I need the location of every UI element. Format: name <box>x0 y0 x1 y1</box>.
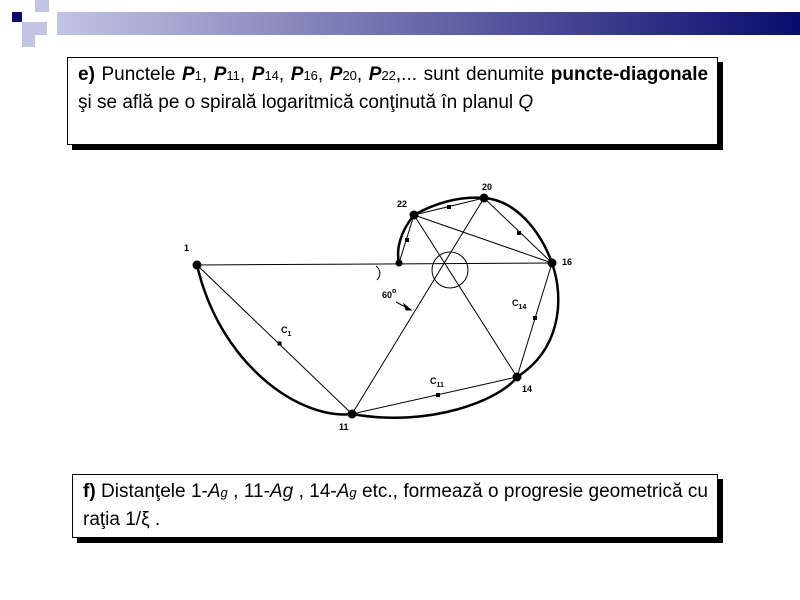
chord-1-11 <box>197 265 352 414</box>
point-16 <box>548 259 557 268</box>
statement-label: f) <box>83 481 96 502</box>
point-letter: P <box>329 64 343 85</box>
symbol-a: A <box>336 481 350 502</box>
point-letter: P <box>368 64 382 85</box>
diagonal-14-22 <box>414 215 517 377</box>
point-index: 22 <box>381 68 396 83</box>
point-spiral-end <box>396 260 403 267</box>
diagonal-22-16 <box>414 215 552 263</box>
point-letter: P <box>290 64 304 85</box>
point-1 <box>193 261 202 270</box>
chord-label-c1: $C_1$ <box>281 325 292 338</box>
term-diagonal-points: puncte-diagonale <box>550 64 709 85</box>
statement-text: Punctele <box>94 64 182 85</box>
point-11 <box>348 410 357 419</box>
statement-text: , 11- <box>227 481 270 502</box>
midpoint-c14 <box>533 316 537 320</box>
symbol-ag: Ag <box>269 481 294 502</box>
point-label-11: 11 <box>339 422 349 432</box>
chord-label-c14: $C_{14}$ <box>512 298 527 311</box>
separator: , <box>201 64 214 85</box>
spiral-arc-14-16 <box>517 263 558 377</box>
statement-text: Distanţele 1- <box>95 481 208 502</box>
symbol-a: A <box>207 481 221 502</box>
symbol-g: g <box>349 485 357 500</box>
angle-arrowhead <box>404 304 411 310</box>
chord-label-c11: $C_{11}$ <box>430 376 444 389</box>
midpoint-c1 <box>278 342 282 346</box>
point-label-16: 16 <box>562 257 573 267</box>
point-letter: P <box>213 64 227 85</box>
symbol-g: g <box>220 485 228 500</box>
separator: , <box>239 64 252 85</box>
point-22 <box>410 211 419 220</box>
separator: , <box>278 64 291 85</box>
point-letter: P <box>251 64 265 85</box>
separator: , <box>356 64 369 85</box>
plane-name: Q <box>518 92 534 113</box>
statement-f <box>72 474 718 538</box>
midpoint-20-16 <box>517 231 521 235</box>
point-label-14: 14 <box>522 384 533 394</box>
angle-label: 60$^o$ <box>382 288 397 300</box>
point-index: 16 <box>303 68 318 83</box>
statement-text: , 14- <box>293 481 337 502</box>
center-circle <box>432 252 468 288</box>
point-index: 1 <box>194 68 202 83</box>
point-label-22: 22 <box>397 199 408 209</box>
statement-text: etc., formează o progresie geometrică cu raţia 1/ξ . <box>83 481 708 530</box>
statement-label: e) <box>78 64 95 85</box>
midpoint-c11 <box>436 393 440 397</box>
statement-text: şi se află pe o spirală logaritmică conţinută în planul <box>78 92 519 113</box>
diagonal-11-20 <box>352 198 484 414</box>
point-index: 11 <box>226 68 240 83</box>
axis-line-1-16 <box>197 263 552 265</box>
point-letter: P <box>181 64 195 85</box>
separator: , <box>317 64 330 85</box>
point-14 <box>513 373 522 382</box>
point-label-1: 1 <box>184 243 190 253</box>
angle-arc <box>376 266 380 280</box>
statement-text: ,... sunt denumite <box>395 64 551 85</box>
point-index: 20 <box>342 68 357 83</box>
midpoint-22-end <box>405 238 409 242</box>
point-20 <box>480 194 489 203</box>
point-label-20: 20 <box>482 182 493 192</box>
chord-16-20 <box>484 198 552 263</box>
midpoint-22-20 <box>447 205 451 209</box>
point-index: 14 <box>264 68 279 83</box>
